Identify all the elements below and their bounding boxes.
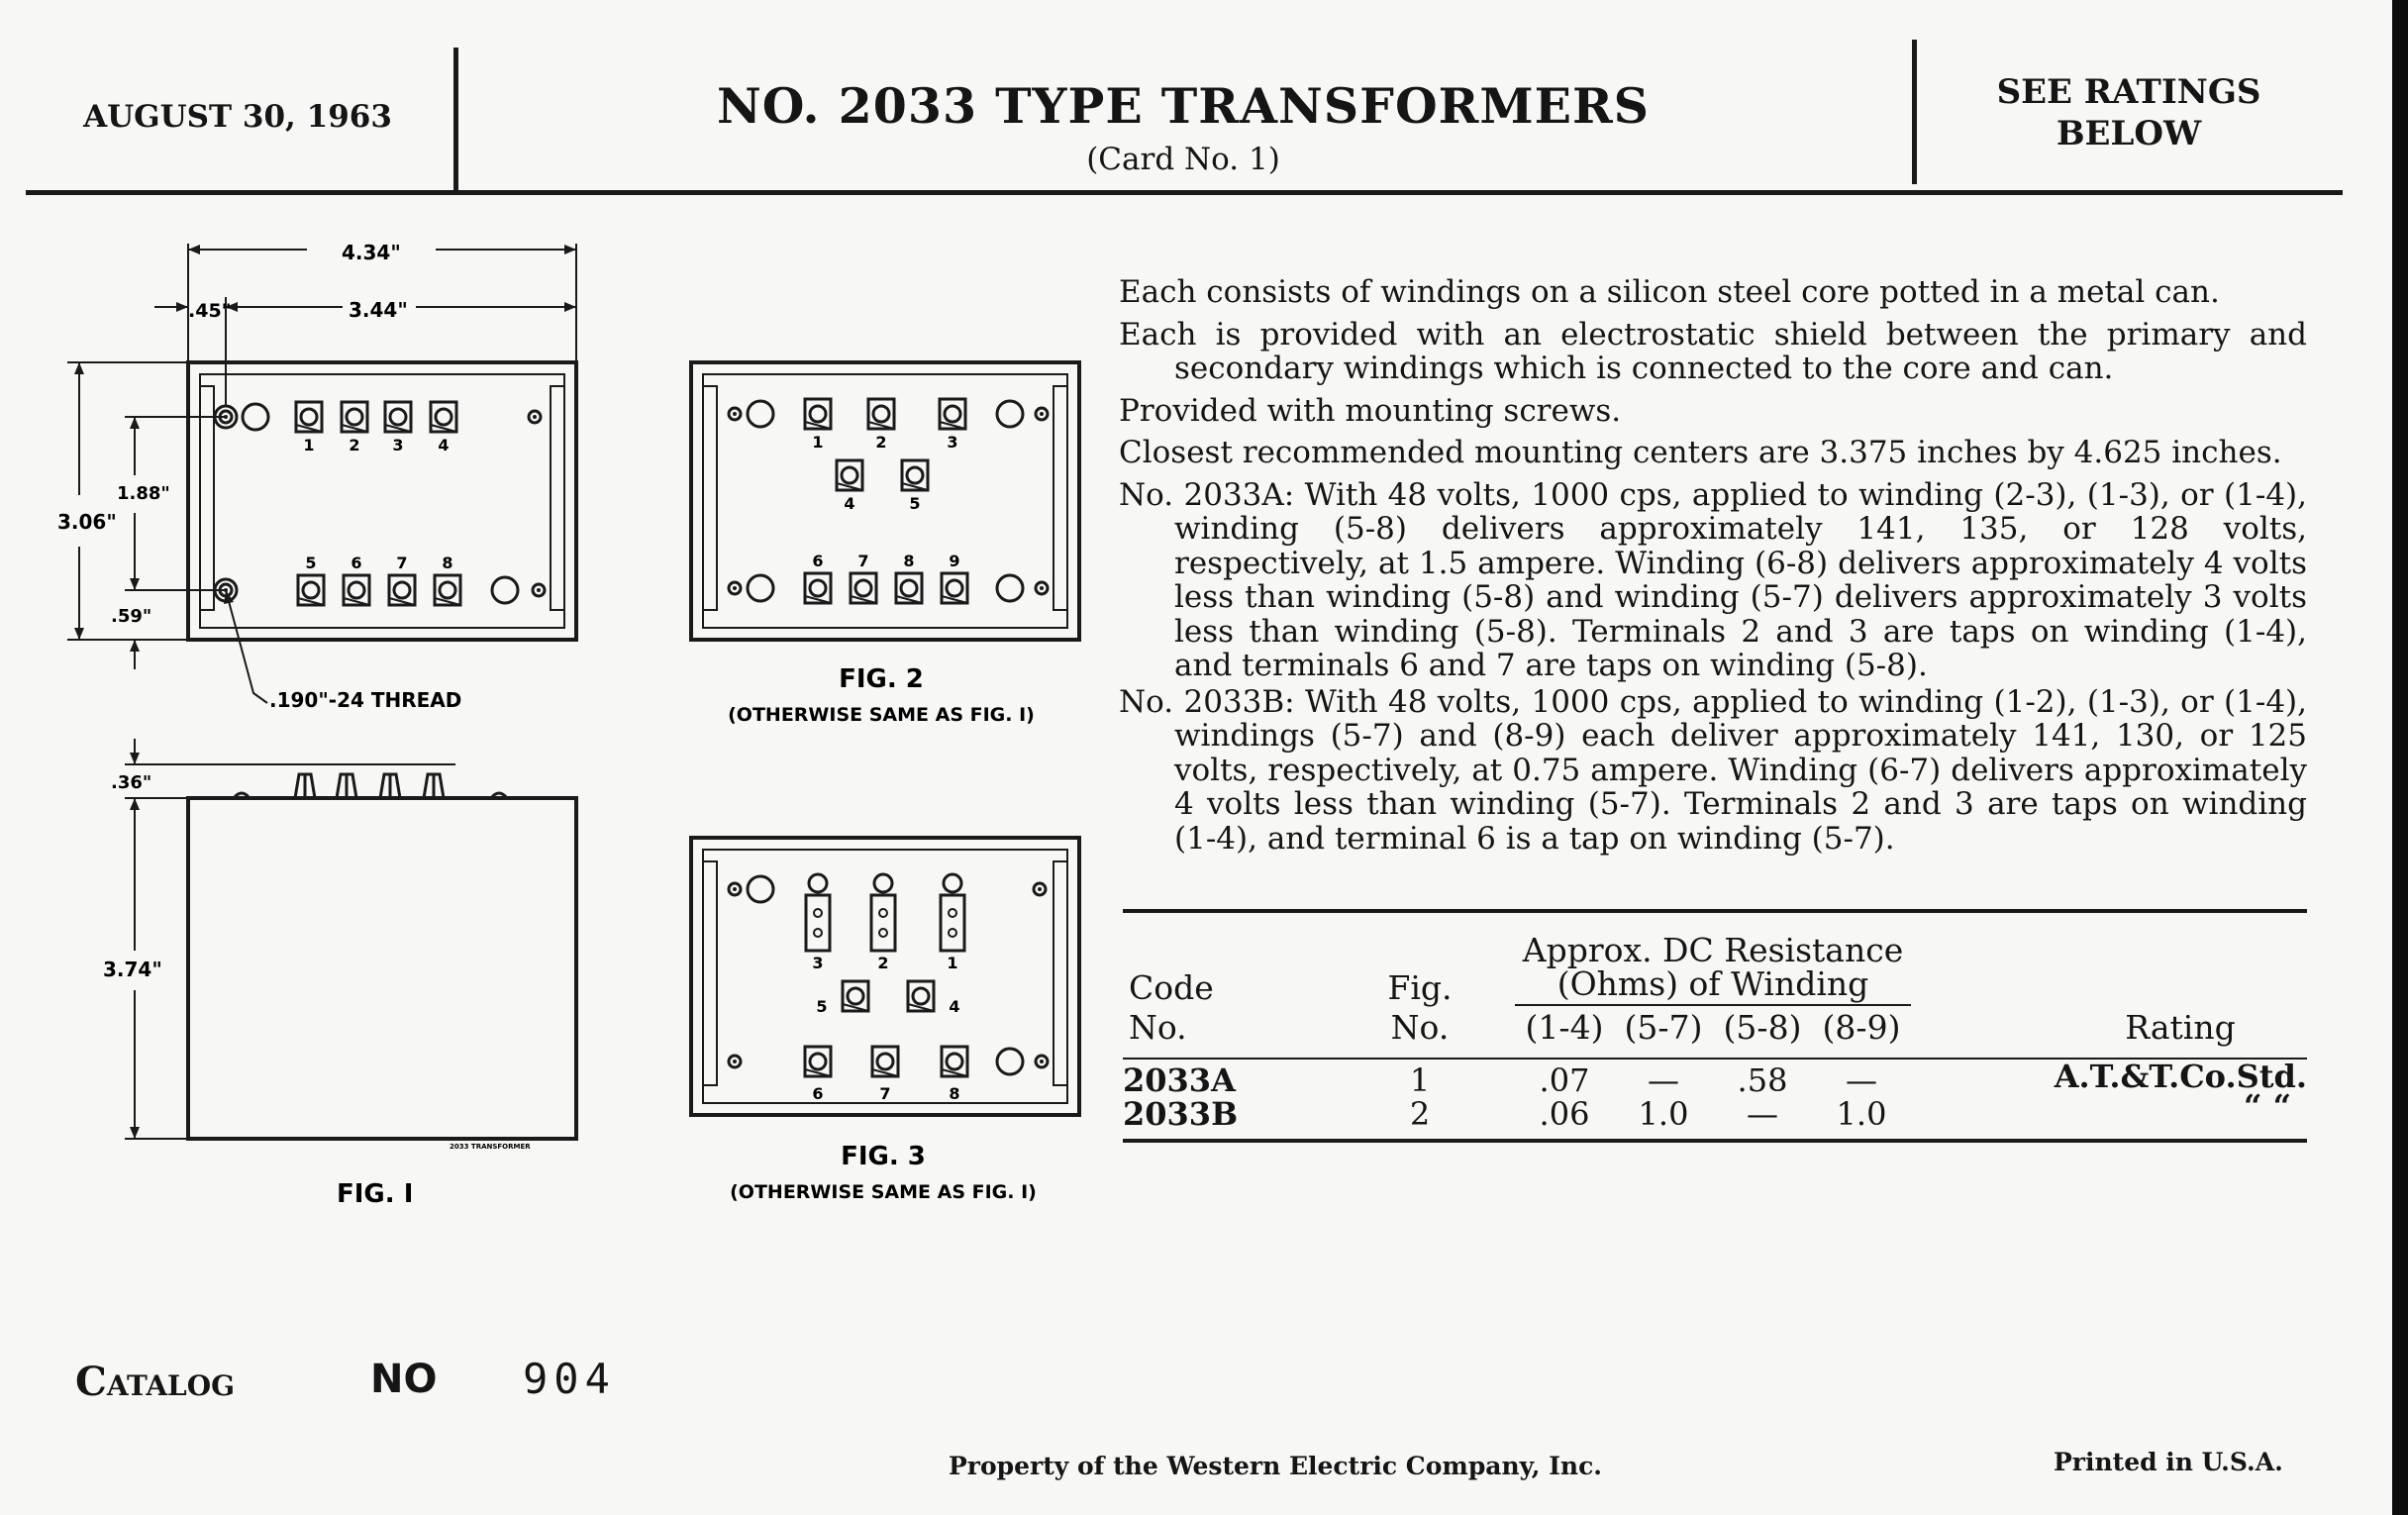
footer-printed: Printed in U.S.A. [2054,1448,2283,1476]
fig1-terminal-6: 6 [351,554,362,572]
card-title: NO. 2033 TYPE TRANSFORMERS [716,77,1651,135]
fig1-terminal-4: 4 [438,436,450,454]
fig2-terminal-5: 5 [909,494,921,513]
head-winding-1-4: (1-4) [1525,1008,1604,1047]
fig1-terminal-3: 3 [392,436,404,454]
fig1-terminal-7: 7 [396,554,408,572]
description-construction: Each consists of windings on a silicon steel core potted in a metal can. [1119,274,2220,310]
row-r57: 1.0 [1638,1095,1689,1133]
row-code: 2033A [1123,1061,1236,1099]
row-r14: .06 [1539,1095,1590,1133]
ratings-note-line1: SEE RATINGS [1996,72,2261,112]
fig2-terminal-1: 1 [812,433,824,452]
row-code: 2033B [1123,1095,1239,1133]
ratings-table [1123,909,2307,1157]
dim-can-height: 3.74" [103,958,162,981]
table-bottom-rule [1123,1139,2307,1143]
head-winding-8-9: (8-9) [1822,1008,1901,1047]
fig3-terminal-4: 4 [949,997,960,1016]
fig2-terminal-7: 7 [857,552,869,570]
catalog-label: Catalog [75,1359,236,1405]
dim-total-height: 3.06" [57,510,117,534]
head-winding-5-8: (5-8) [1723,1008,1802,1047]
row-r58: — [1747,1095,1778,1133]
catalog-number: 904 [523,1355,616,1403]
row-r89: — [1846,1061,1877,1099]
row-r57: — [1648,1061,1679,1099]
description-shield: Each is provided with an electrostatic shield between the primary and secondary windings which is connected to the core and can. [1119,316,2307,386]
fig1-label: FIG. I [337,1179,414,1209]
description-mounting: Closest recommended mounting centers are 3.375 inches by 4.625 inches. [1119,435,2282,470]
fig2-terminal-3: 3 [947,433,958,452]
row-r58: .58 [1737,1061,1788,1099]
fig3-view [691,838,1079,1203]
description-2033a: No. 2033A: With 48 volts, 1000 cps, applied to winding (2-3), (1-3), or (1-4), winding (5-8) delivers approximately 141, 135, or 128 volts, respectively, at 1.5 ampere. Winding (6-8) delivers approximately 4 volts less than winding (5-8) and winding (5-7) delivers approximately 3 volts less than winding (5-8). Terminals 2 and 3 are taps on winding (1-4), and terminals 6 and 7 are taps on winding (5-8). [1119,476,2307,683]
fig2-terminal-6: 6 [812,552,824,570]
fig2-label: FIG. 2 [839,664,924,694]
fig3-note: (OTHERWISE SAME AS FIG. I) [730,1181,1037,1203]
dim-offset: .45" [188,300,232,322]
fig1-terminal-5: 5 [305,554,317,572]
row-rating: “ “ [2244,1087,2291,1125]
footer-property: Property of the Western Electric Company, Inc. [949,1452,1603,1480]
head-fig-line1: Fig. [1387,968,1453,1007]
ratings-note [1941,71,2317,154]
row-r89: 1.0 [1836,1095,1887,1133]
fig1-top-view [57,241,576,712]
fig1-terminal-8: 8 [442,554,453,572]
dim-terminal-height: .36" [111,772,152,793]
maker-stamp: 2033 TRANSFORMER [450,1143,531,1151]
fig1-terminal-1: 1 [303,436,315,454]
dim-lower-height: .59" [111,606,152,627]
description-2033b: No. 2033B: With 48 volts, 1000 cps, applied to winding (1-2), (1-3), or (1-4), windings (5-7) and (8-9) each deliver approximately 141, 130, or 125 volts, respectively, at 0.75 ampere. Winding (6-7) delivers approximately 4 volts less than winding (5-7). Terminals 2 and 3 are taps on winding (1-4), and terminal 6 is a tap on winding (5-7). [1119,683,2307,857]
description [1119,275,2307,858]
head-resistance-rule [1515,1004,1911,1006]
head-code-line2: No. [1129,1008,1187,1047]
fig2-view [691,362,1079,726]
row-fig: 2 [1409,1095,1431,1133]
dimension-drawings [0,0,1099,1248]
row-fig: 1 [1409,1061,1431,1099]
fig1-side-view [103,739,576,1209]
scan-edge [2392,0,2408,1515]
head-code-line1: Code [1129,968,1214,1007]
row-rating: A.T.&T.Co.Std. [2054,1058,2307,1095]
dim-upper-height: 1.88" [117,483,170,504]
fig2-terminal-2: 2 [875,433,887,452]
fig3-terminal-8: 8 [949,1084,960,1103]
row-r14: .07 [1539,1061,1590,1099]
fig3-label: FIG. 3 [841,1142,926,1171]
fig3-terminal-1: 1 [947,954,958,972]
catalog-no-label: NO [370,1357,438,1402]
fig2-terminal-8: 8 [903,552,915,570]
header-divider-right [1912,40,1917,184]
head-resistance-line2: (Ohms) of Winding [1556,964,1869,1003]
thread-note: .190"-24 THREAD [269,688,462,712]
fig3-terminal-3: 3 [812,954,824,972]
table-top-rule [1123,909,2307,913]
dim-total-width: 4.34" [342,241,401,264]
fig2-terminal-4: 4 [844,494,855,513]
card-subtitle: (Card No. 1) [1086,142,1280,177]
fig2-terminal-9: 9 [949,552,960,570]
fig2-note: (OTHERWISE SAME AS FIG. I) [728,704,1035,726]
head-winding-5-7: (5-7) [1624,1008,1703,1047]
description-screws: Provided with mounting screws. [1119,392,1622,429]
head-rating: Rating [2125,1008,2236,1047]
fig1-terminal-2: 2 [349,436,360,454]
card-date: AUGUST 30, 1963 [83,99,392,135]
fig3-terminal-2: 2 [877,954,889,972]
fig3-terminal-6: 6 [812,1084,824,1103]
head-fig-line2: No. [1390,1008,1450,1047]
fig3-terminal-7: 7 [879,1084,891,1103]
ratings-note-line2: BELOW [2056,114,2202,153]
head-resistance-line1: Approx. DC Resistance [1522,931,1904,969]
dim-spacing: 3.44" [349,298,408,322]
fig3-terminal-5: 5 [816,997,828,1016]
